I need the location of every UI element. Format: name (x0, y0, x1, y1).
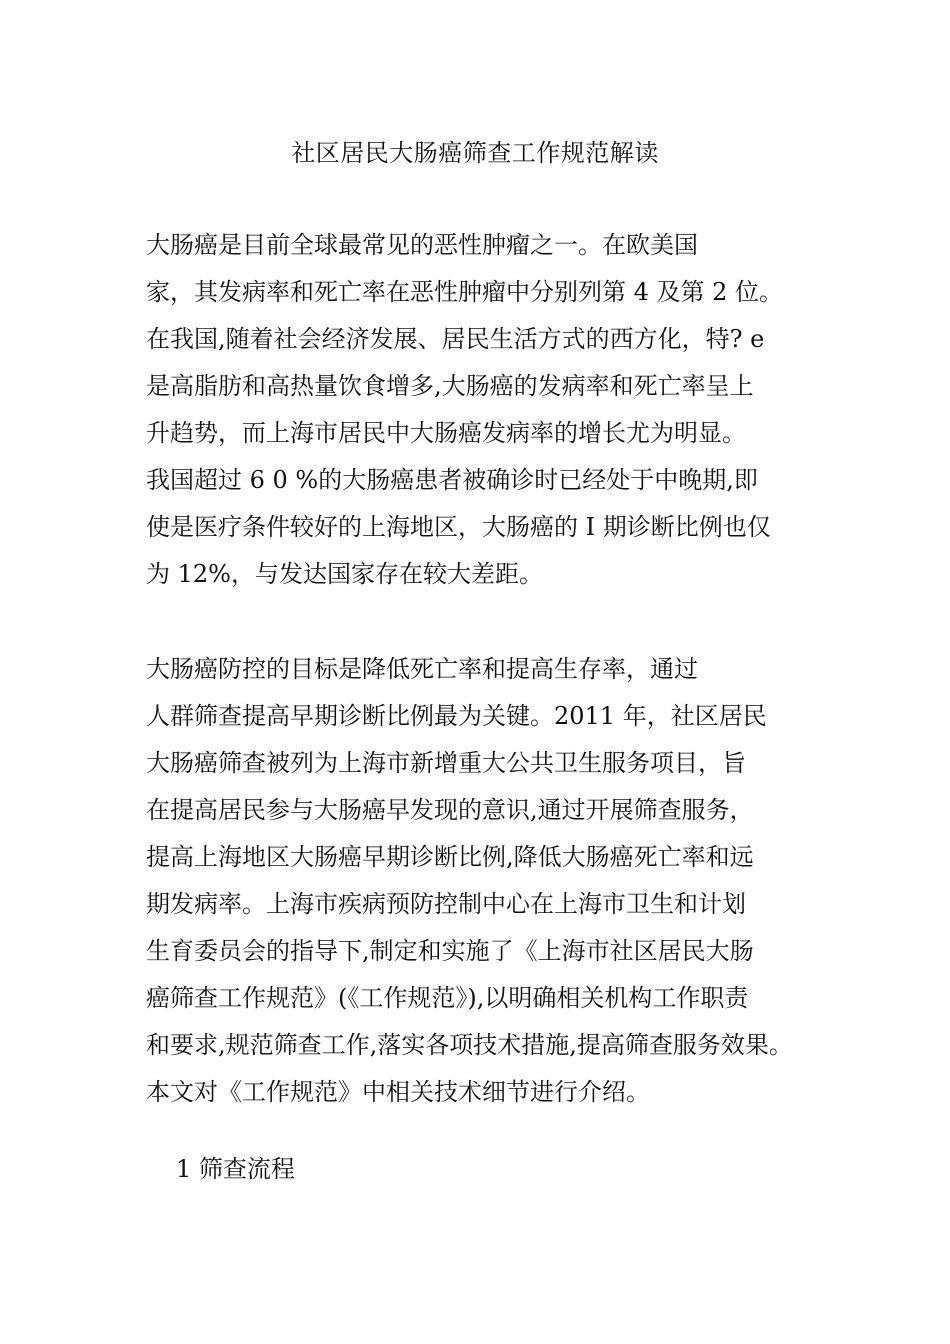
paragraph-line: 在我国,随着社会经济发展、居民生活方式的西方化，特? e (146, 325, 765, 353)
paragraph-line: 期发病率。上海市疾病预防控制中心在上海市卫生和计划 (146, 890, 746, 918)
paragraph-line: 升趋势，而上海市居民中大肠癌发病率的增长尤为明显。 (146, 419, 746, 447)
section-heading: 1 筛查流程 (176, 1155, 295, 1183)
paragraph-line: 大肠癌是目前全球最常见的恶性肿瘤之一。在欧美国 (146, 231, 698, 259)
paragraph-line: 大肠癌筛查被列为上海市新增重大公共卫生服务项目，旨 (146, 749, 746, 777)
paragraph-line: 人群筛查提高早期诊断比例最为关键。2011 年，社区居民 (146, 702, 767, 730)
paragraph-line: 使是医疗条件较好的上海地区，大肠癌的 I 期诊断比例也仅 (146, 513, 771, 541)
paragraph-prevention (146, 646, 826, 1116)
paragraph-line: 本文对《工作规范》中相关技术细节进行介绍。 (146, 1078, 650, 1106)
paragraph-line: 为 12%，与发达国家存在较大差距。 (146, 560, 543, 588)
document-title: 社区居民大肠癌筛查工作规范解读 (291, 139, 659, 167)
paragraph-intro (146, 222, 826, 598)
paragraph-line: 我国超过 6 0 %的大肠癌患者被确诊时已经处于中晚期,即 (146, 466, 758, 494)
paragraph-line: 大肠癌防控的目标是降低死亡率和提高生存率，通过 (146, 655, 698, 683)
paragraph-line: 是高脂肪和高热量饮食增多,大肠癌的发病率和死亡率呈上 (146, 372, 754, 400)
paragraph-line: 和要求,规范筛查工作,落实各项技术措施,提高筛查服务效果。 (146, 1031, 793, 1059)
paragraph-line: 癌筛查工作规范》(《工作规范》),以明确相关机构工作职责 (146, 984, 749, 1012)
paragraph-line: 在提高居民参与大肠癌早发现的意识,通过开展筛查服务， (146, 796, 754, 824)
paragraph-line: 生育委员会的指导下,制定和实施了《上海市社区居民大肠 (146, 937, 754, 965)
paragraph-line: 提高上海地区大肠癌早期诊断比例,降低大肠癌死亡率和远 (146, 843, 754, 871)
paragraph-line: 家，其发病率和死亡率在恶性肿瘤中分别列第 4 及第 2 位。 (146, 278, 784, 306)
